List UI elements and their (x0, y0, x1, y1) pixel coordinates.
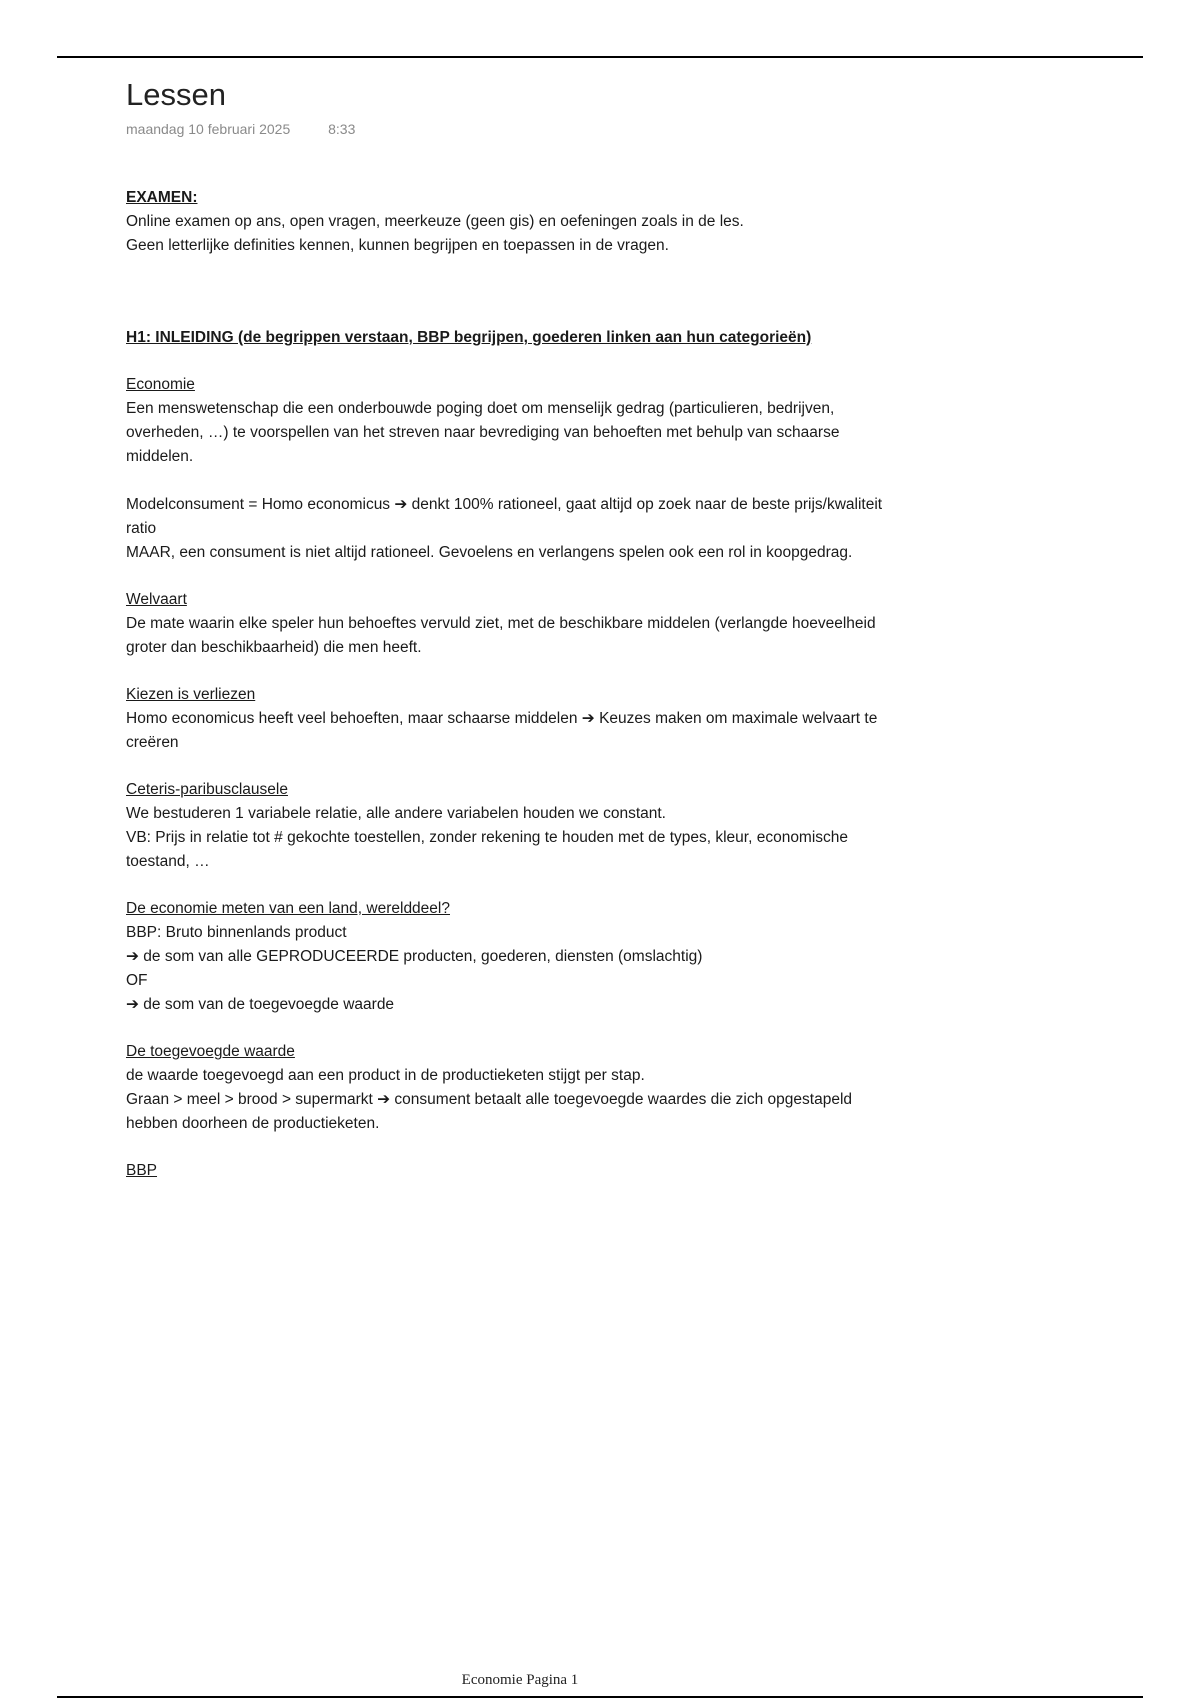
note-page (126, 76, 1026, 1183)
top-rule (57, 56, 1143, 58)
page-meta (126, 120, 1026, 138)
modelconsument-line: Modelconsument = Homo economicus ➔ denkt 100% rationeel, gaat altijd op zoek naar de beste prijs/kwaliteit (126, 496, 883, 513)
kiezen-heading: Kiezen is verliezen (126, 686, 256, 703)
meten-line: ➔ de som van alle GEPRODUCEERDE producten, goederen, diensten (omslachtig) (126, 948, 703, 965)
welvaart-heading: Welvaart (126, 591, 187, 608)
footer-text: Economie Pagina 1 (461, 1672, 579, 1688)
toegevoegd-heading: De toegevoegde waarde (126, 1043, 295, 1060)
page-time: 8:33 (328, 121, 356, 137)
toegevoegd-line: hebben doorheen de productieketen. (126, 1115, 380, 1132)
meten-line: ➔ de som van de toegevoegde waarde (126, 996, 395, 1013)
page-footer (0, 1672, 1200, 1689)
modelconsument-line: ratio (126, 520, 157, 537)
economie-heading: Economie (126, 376, 195, 393)
meten-line: BBP: Bruto binnenlands product (126, 924, 347, 941)
ceteris-line: toestand, … (126, 853, 210, 870)
page-title: Lessen (126, 77, 226, 112)
welvaart-line: groter dan beschikbaarheid) die men heeft. (126, 639, 422, 656)
ceteris-line: We bestuderen 1 variabele relatie, alle andere variabelen houden we constant. (126, 805, 666, 822)
ceteris-line: VB: Prijs in relatie tot # gekochte toestellen, zonder rekening te houden met de types, kleur, economische (126, 829, 849, 846)
examen-heading: EXAMEN: (126, 189, 198, 206)
meten-line: OF (126, 972, 148, 989)
economie-line: overheden, …) te voorspellen van het streven naar bevrediging van behoeften met behulp van schaarse (126, 424, 840, 441)
page-date: maandag 10 februari 2025 (126, 121, 291, 137)
examen-line: Geen letterlijke definities kennen, kunnen begrijpen en toepassen in de vragen. (126, 237, 669, 254)
ceteris-heading: Ceteris-paribusclausele (126, 781, 288, 798)
modelconsument-line: MAAR, een consument is niet altijd rationeel. Gevoelens en verlangens spelen ook een rol in koopgedrag. (126, 544, 853, 561)
welvaart-line: De mate waarin elke speler hun behoeftes vervuld ziet, met de beschikbare middelen (verlangde hoeveelheid (126, 615, 876, 632)
bbp-heading: BBP (126, 1162, 158, 1179)
economie-line: Een menswetenschap die een onderbouwde poging doet om menselijk gedrag (particulieren, bedrijven, (126, 400, 835, 417)
toegevoegd-line: de waarde toegevoegd aan een product in de productieketen stijgt per stap. (126, 1067, 645, 1084)
toegevoegd-line: Graan > meel > brood > supermarkt ➔ consument betaalt alle toegevoegde waardes die zich opgestapeld (126, 1091, 853, 1108)
kiezen-line: Homo economicus heeft veel behoeften, maar schaarse middelen ➔ Keuzes maken om maximale welvaart te (126, 710, 878, 727)
bottom-rule (57, 1696, 1143, 1698)
meten-heading: De economie meten van een land, werelddeel? (126, 900, 450, 917)
kiezen-line: creëren (126, 734, 179, 751)
chapter-heading: H1: INLEIDING (de begrippen verstaan, BBP begrijpen, goederen linken aan hun categorieën) (126, 329, 812, 346)
examen-line: Online examen op ans, open vragen, meerkeuze (geen gis) en oefeningen zoals in de les. (126, 213, 744, 230)
economie-line: middelen. (126, 448, 194, 465)
